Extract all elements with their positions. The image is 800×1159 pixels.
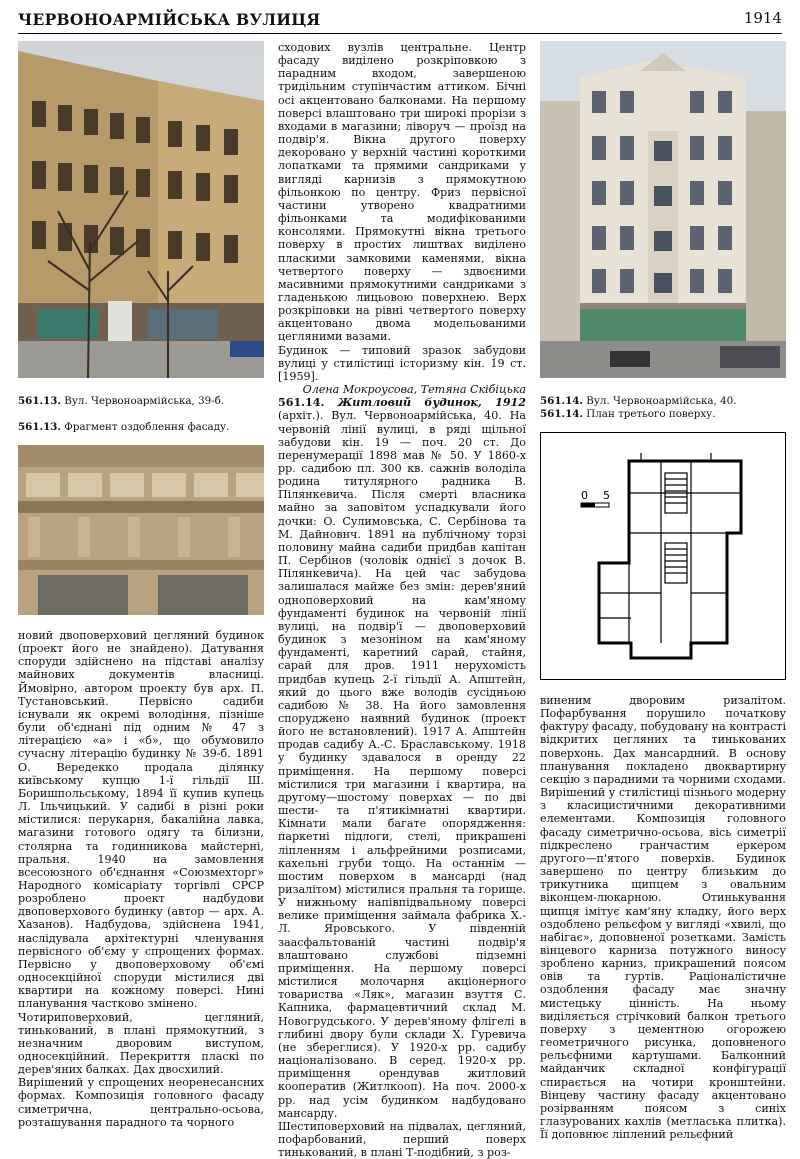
text-column-1 xyxy=(18,629,264,1129)
text-column-2 xyxy=(278,41,526,1159)
caption-text: Фрагмент оздоблення фасаду. xyxy=(64,421,230,433)
page-number: 1914 xyxy=(743,9,782,27)
caption-561-13-building xyxy=(18,395,268,408)
paragraph: новий двоповерховий цегляний будинок (проект його не знайдено). Датування споруди здійснено на підставі аналізу майнових документів власниці. Ймовірно, автором проекту був арх. П. Тустановський. Первісно садиби існували як окремі володіння, пізніше були об'єднані під одним № 47 з літерацією «а» і «б», що обумовило сучасну літерацію будинку № 39-б. 1891 О. Вередекко продала ділянку київському купцю 1-ї гільдії Ш. Боришпольському, 1894 її купив купець Л. Ільчицький. У садибі в різні роки містилися: перукарня, бакалійна лавка, магазини готового одягу та білизни, столярна та годинникова майстерні, пральня. 1940 на замовлення всесоюзного об'єднання «Союзмехторг» Народного комісаріату торгівлі СРСР розроблено проект надбудови двоповерхового будинку (автор — арх. А. Хазанов). Надбудова, здійснена 1941, наслідувала архітектурні членування первісного об'єму у спрощених формах. Первісно у двоповерховому об'ємі односекційної споруди містилися дві квартири на кожному поверсі. Нині планування частково змінено. xyxy=(18,629,264,1011)
paragraph: Шестиповерховий на підвалах, цегляний, пофарбований, перший поверх тинькований, в плані Т-подібний, з роз- xyxy=(278,1119,526,1159)
entry-title: Житловий будинок, 1912 xyxy=(337,396,526,410)
caption-561-13-fragment xyxy=(18,421,268,434)
scale-five: 5 xyxy=(603,489,610,502)
paragraph: Вирішений у стилістиці пізнього модерну з класицистичними декоративними елементами. Композиція головного фасаду симетрично-осьова, вісь симетрії підкреслено гранчастим еркером другого—п'ятого поверхів. Будинок завершено по центру близьким до трикутника щипцем з овальним віконцем-люкарною. Отинькування щипця імітує кам'яну кладку, його верх оздоблено рельєфом у вигляді «хвилі, що набігає», доповненої розетками. Замість вінцевого карниза потужного виносу зроблено карниз, прикрашений поясом овів та гуртів. Раціоналістичне оздоблення фасаду має значну мистецьку цінність. На ньому виділяється стрічковий балкон третього поверху з цементною огорожею геометричного рисунка, доповненого рельєфними картушами. Балконний майданчик складної конфігурації спирається на чотири кронштейни. Вінцеву частину фасаду акцентовано розірванням поясом з синіх глазурованих кахлів (метласька плитка). Її доповнює ліплений рельєфний xyxy=(540,786,786,1142)
paragraph: Вирішений у спрощених неоренесансних формах. Композиція головного фасаду симетрична, центрально-осьова, розташування парадного та чорного xyxy=(18,1076,264,1129)
caption-number: 561.13. xyxy=(18,395,61,407)
caption-number: 561.14. xyxy=(540,408,583,420)
paragraph: виненим дворовим ризалітом. Пофарбування порушило початкову фактуру фасаду, побудовану на контрасті відкритих цегляних та тинькованих поверхонь. Дах мансардний. В основу планування покладено двоквартирну секцію з парадними та чорними сходами. xyxy=(540,694,786,786)
running-header xyxy=(18,6,782,32)
running-title: ЧЕРВОНОАРМІЙСЬКА ВУЛИЦЯ xyxy=(18,10,321,29)
caption-text: Вул. Червоноармійська, 40. xyxy=(586,395,737,407)
caption-number: 561.13. xyxy=(18,421,61,433)
caption-561-14-plan xyxy=(540,408,790,421)
caption-number: 561.14. xyxy=(540,395,583,407)
photo-facade-fragment xyxy=(18,445,264,615)
scale-zero: 0 xyxy=(581,489,588,502)
floor-plan xyxy=(540,432,786,680)
authors-signature: Олена Мокроусова, Тетяна Скібіцька xyxy=(302,383,526,397)
entry-text: (архіт.). Вул. Червоноармійська, 40. На червоній лінії вулиці, в ряді щільної забудови кін. 19 — поч. 20 ст. До перенумерації 1898 мав № 50. У 1860-х рр. садибою пл. 300 кв. сажнів володіла родина титулярного радника В. Пілянкевича. Після смерті власника майно за заповітом успадкували його дочки: О. Сулимовська, С. Сербінова та М. Дайновнч. 1891 на публічному торзі половину майна садиби придбав капітан П. Сербінов (чоловік однієї з дочок В. Пілянкевича). На цей час забудова залишалася майже без змін: дерев'яний одноповерховий на кам'яному фундаменті будинок на червоній лінії вулиці, на подвір'ї — двоповерховий будинок з мезоніном на кам'яному фундаменті, каретний сарай, стайня, сарай для дров. 1911 нерухомість придбав купець 2-ї гільдії А. Апштейн, який до цього вже володів сусідньою садибою № 38. На його замовлення споруджено наявний будинок (проект його не встановлений). 1917 А. Апштейн продав садибу А.-С. Браславському. 1918 у будинку здавалося в оренду 22 приміщення. На першому поверсі містилися три магазини і квартира, на другому—шостому поверхах — по дві шести- та п'ятикімнатні квартири. Кімнати мали багате опорядження: паркетні підлоги, стелі, прикрашені ліпленням і альфрейними розписами, кахельні груби тощо. На останнім — шостим поверхом в мансарді (над ризалітом) містилися пральня та горище. У нижньому напівпідвальному поверсі велике приміщення займала фабрика Х.-Л. Яровського. У південній заасфальтованій частині подвір'я влаштовано службові підземні приміщення. На першому поверсі містилися молочарня акціонерного товариства «Ляк», магазин взуття С. Капника, фармацевтичний склад М. Новогрудського. У дерев'яному флігелі в глибині двору були склади Х. Гуревича (не збереглися). У 1920-х рр. садибу націоналізовано. В серед. 1920-х рр. приміщення орендував житловий кооператив (Житлкооп). На поч. 2000-х рр. над усім будинком надбудовано мансарду. xyxy=(278,409,526,1120)
paragraph: Будинок — типовий зразок забудови вулиці у стилістиці історизму кін. 19 ст. [1959]. xyxy=(278,343,526,383)
photo-building-40 xyxy=(540,41,786,378)
entry-number: 561.14. xyxy=(278,396,325,410)
caption-561-14-building xyxy=(540,395,790,408)
entry-561-14 xyxy=(278,396,526,1120)
caption-text: Вул. Червоноармійська, 39-б. xyxy=(64,395,225,407)
paragraph: сходових вузлів центральне. Центр фасаду виділено розкріповкою з парадним входом, завершеною тридільним ступінчастим аттиком. Бічні осі акцентовано балконами. На першому поверсі влаштовано три широкі прорізи з входами в магазини; ліворуч — проїзд на подвір'я. Вікна другого поверху декоровано у верхній частині короткими лопатками та прямими сандриками у вигляді карнизів з прямокутною фільонкою по центру. Фриз первісної частини утворено квадратними фільонками та модифікованими консолями. Прямокутні вікна третього поверху в простих лиштвах виділено пласкими замковими каменями, вікна четвертого поверху — здвоєними масивними прямокутними сандриками з гладенькою лицьовою поверхнею. Верх розкріповки на рівні четвертого поверху акцентовано двома модельованими цегляними вазами. xyxy=(278,41,526,344)
header-rule xyxy=(18,33,782,34)
photo-building-39b xyxy=(18,41,264,378)
paragraph: Чотириповерховий, цегляний, тинькований, в плані прямокутний, з незначним дворовим виступом, односекційний. Перекриття пласкі по дерев'яних балках. Дах двосхилий. xyxy=(18,1010,264,1077)
text-column-3 xyxy=(540,694,786,1141)
caption-text: План третього поверху. xyxy=(586,408,716,420)
